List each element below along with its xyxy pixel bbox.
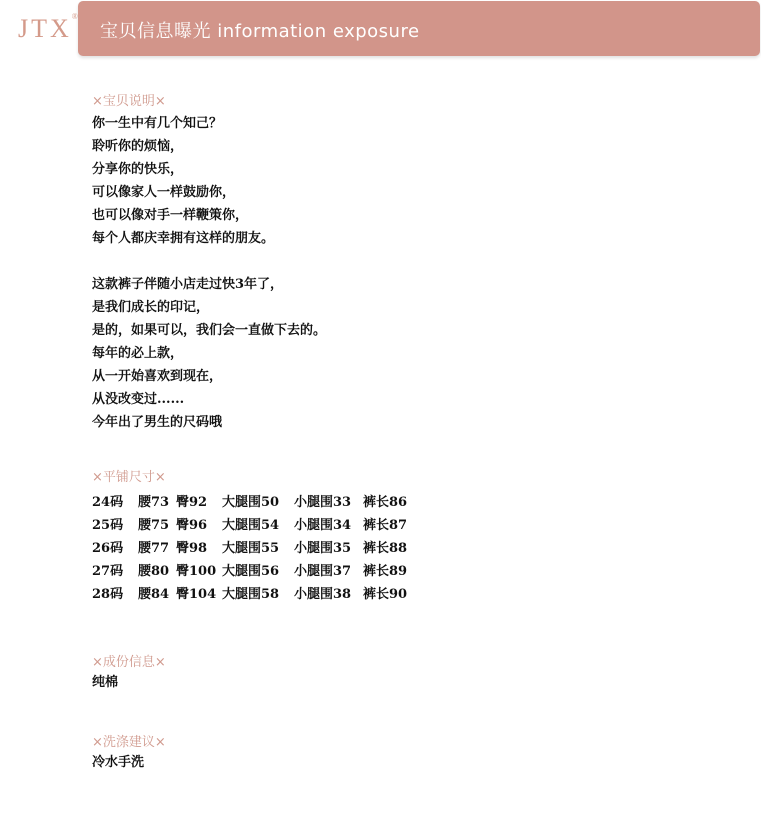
size-cell: 24码 — [92, 495, 124, 510]
content-area — [92, 93, 732, 774]
size-cell: 28码 — [92, 587, 124, 602]
thigh-cell: 大腿围55 — [222, 541, 280, 556]
description-line: 是我们成长的印记， — [92, 300, 210, 315]
hip-cell: 臀96 — [176, 518, 208, 533]
description-line: 是的，如果可以，我们会一直做下去的。 — [92, 323, 327, 338]
length-cell: 裤长90 — [363, 587, 408, 602]
thigh-cell: 大腿围58 — [222, 587, 280, 602]
size-section — [92, 469, 732, 604]
length-cell: 裤长86 — [363, 495, 408, 510]
size-table — [92, 489, 423, 604]
table-row — [92, 558, 423, 581]
waist-cell: 腰75 — [138, 518, 170, 533]
waist-cell: 腰73 — [138, 495, 170, 510]
size-cell: 25码 — [92, 518, 124, 533]
header-banner — [78, 1, 760, 56]
description-line: 聆听你的烦恼， — [92, 139, 184, 154]
washing-label: ×洗涤建议× — [92, 735, 166, 750]
description-line: 可以像家人一样鼓励你， — [92, 185, 236, 200]
waist-cell: 腰84 — [138, 587, 170, 602]
length-cell: 裤长87 — [363, 518, 408, 533]
brand-logo — [18, 14, 78, 44]
waist-cell: 腰80 — [138, 564, 170, 579]
calf-cell: 小腿围38 — [294, 587, 352, 602]
thigh-cell: 大腿围56 — [222, 564, 280, 579]
table-row — [92, 535, 423, 558]
composition-section — [92, 654, 732, 694]
composition-label: ×成份信息× — [92, 655, 166, 670]
description-line: 也可以像对手一样鞭策你， — [92, 208, 249, 223]
registered-mark: ® — [71, 12, 78, 21]
description-line: 从一开始喜欢到现在， — [92, 369, 223, 384]
calf-cell: 小腿围37 — [294, 564, 352, 579]
description-section — [92, 93, 732, 434]
description-text — [92, 112, 732, 434]
table-row — [92, 581, 423, 604]
table-row — [92, 489, 423, 512]
hip-cell: 臀98 — [176, 541, 208, 556]
header-title: 宝贝信息曝光 information exposure — [100, 21, 420, 42]
size-cell: 26码 — [92, 541, 124, 556]
description-label: ×宝贝说明× — [92, 94, 166, 109]
description-line: 分享你的快乐， — [92, 162, 184, 177]
length-cell: 裤长89 — [363, 564, 408, 579]
description-line: 你一生中有几个知己？ — [92, 116, 223, 131]
length-cell: 裤长88 — [363, 541, 408, 556]
washing-section — [92, 734, 732, 774]
hip-cell: 臀100 — [176, 564, 217, 579]
description-line: 从没改变过...... — [92, 392, 185, 407]
washing-value: 冷水手洗 — [92, 755, 145, 770]
hip-cell: 臀104 — [176, 587, 217, 602]
brand-logo-text: JTX — [18, 14, 72, 43]
paragraph-gap — [92, 250, 732, 273]
calf-cell: 小腿围34 — [294, 518, 352, 533]
size-label: ×平铺尺寸× — [92, 470, 166, 485]
description-line: 这款裤子伴随小店走过快3年了， — [92, 277, 284, 292]
description-line: 每个人都庆幸拥有这样的朋友。 — [92, 231, 275, 246]
thigh-cell: 大腿围54 — [222, 518, 280, 533]
thigh-cell: 大腿围50 — [222, 495, 280, 510]
hip-cell: 臀92 — [176, 495, 208, 510]
calf-cell: 小腿围35 — [294, 541, 352, 556]
table-row — [92, 512, 423, 535]
waist-cell: 腰77 — [138, 541, 170, 556]
description-line: 每年的必上款， — [92, 346, 184, 361]
composition-value: 纯棉 — [92, 675, 119, 690]
description-line: 今年出了男生的尺码哦 — [92, 415, 223, 430]
size-cell: 27码 — [92, 564, 124, 579]
calf-cell: 小腿围33 — [294, 495, 352, 510]
